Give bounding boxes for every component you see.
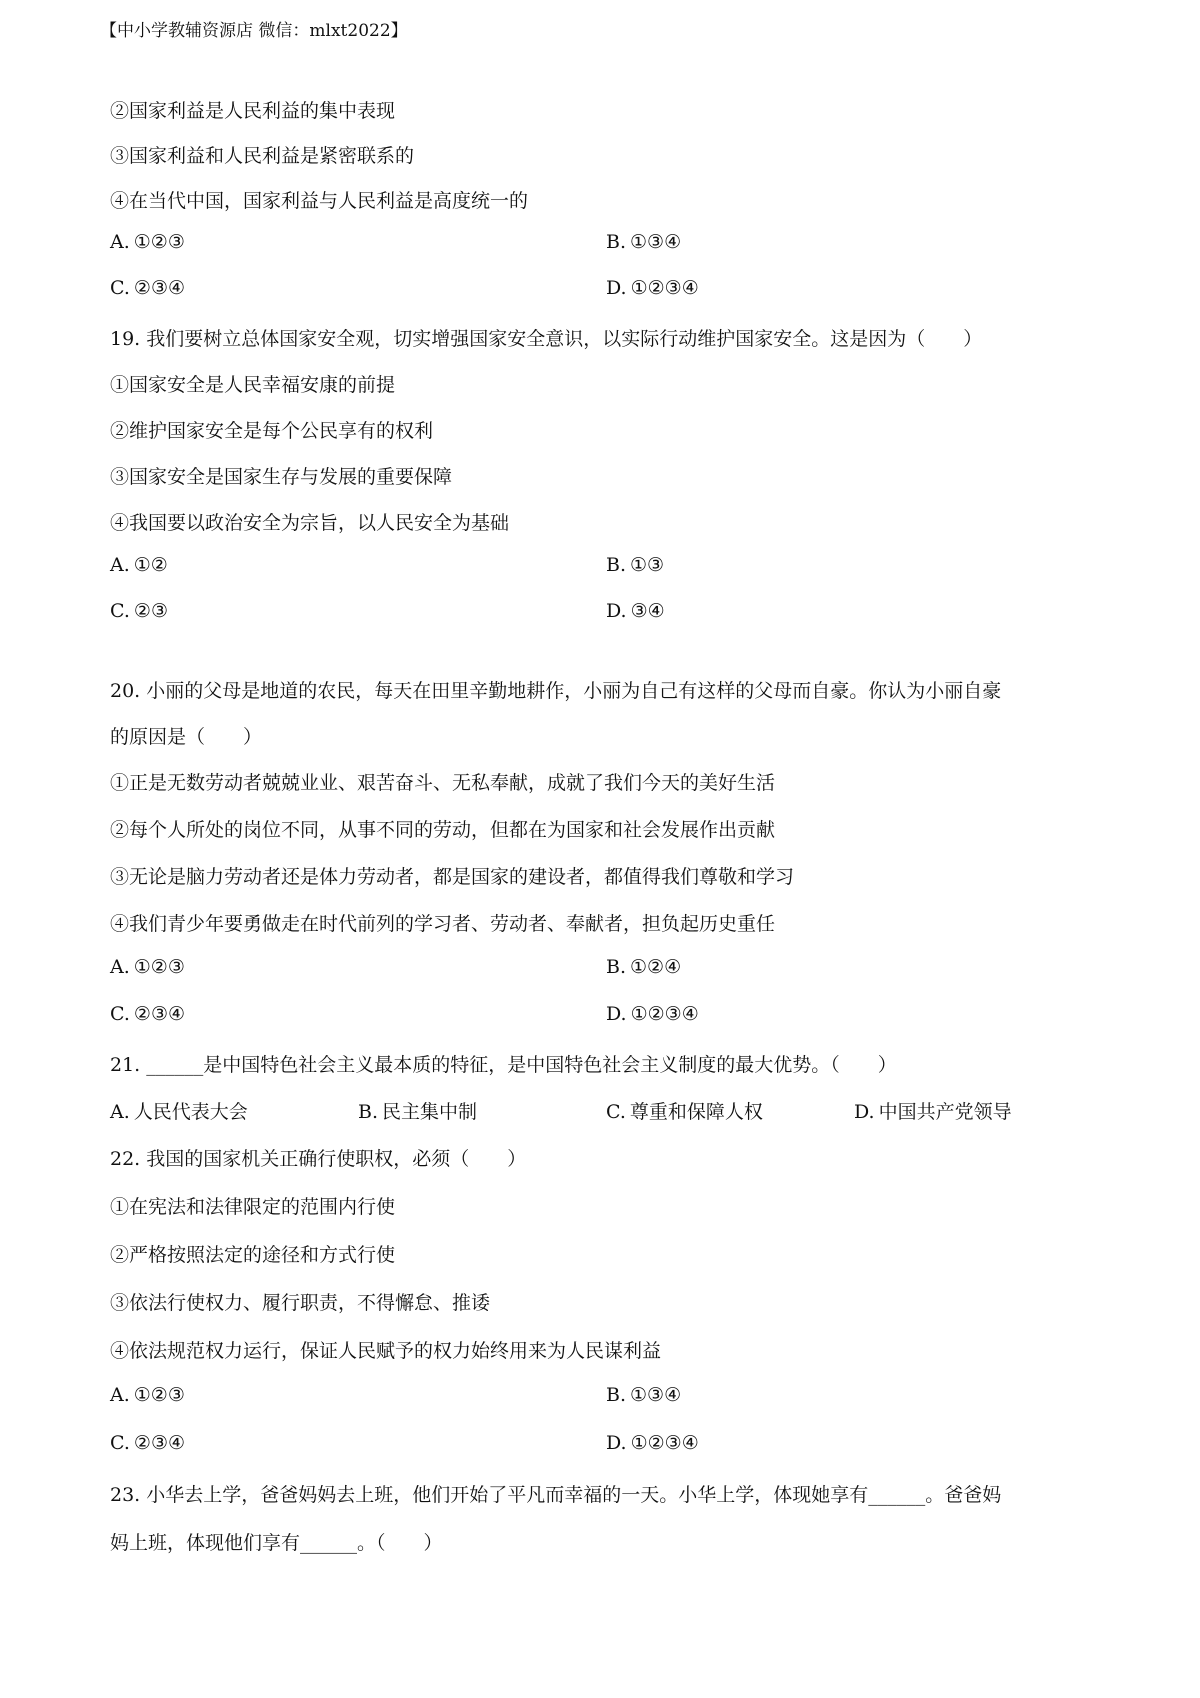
option-text: ①②③ — [133, 956, 185, 978]
q19-statement-2: ②维护国家安全是每个公民享有的权利 — [110, 420, 434, 442]
option-text: ②③④ — [133, 1003, 186, 1025]
q22-option-b — [606, 1384, 681, 1406]
q22-statement-2: ②严格按照法定的途径和方式行使 — [110, 1244, 396, 1266]
q20-statement-3: ③无论是脑力劳动者还是体力劳动者，都是国家的建设者，都值得我们尊敬和学习 — [110, 866, 795, 888]
option-letter: D. — [854, 1101, 875, 1123]
option-text: 人民代表大会 — [133, 1101, 248, 1123]
option-letter: B. — [606, 554, 627, 576]
q20-stem-line-2: 的原因是（ ） — [110, 726, 263, 748]
q19-option-a — [110, 554, 168, 576]
option-text: ②③ — [133, 600, 168, 622]
q23-stem-line-1: 23. 小华去上学，爸爸妈妈去上班，他们开始了平凡而幸福的一天。小华上学，体现她享有______。爸爸妈 — [110, 1484, 1002, 1506]
option-letter: C. — [110, 1003, 130, 1025]
q21-option-d — [854, 1097, 1012, 1124]
q19-statement-4: ④我国要以政治安全为宗旨，以人民安全为基础 — [110, 512, 510, 534]
q18-option-a — [110, 231, 185, 253]
q18-option-d — [606, 277, 699, 299]
option-text: ①②③④ — [630, 1432, 699, 1454]
option-text: ①②③ — [133, 231, 185, 253]
option-text: ②③④ — [133, 1432, 186, 1454]
q20-option-a — [110, 956, 185, 978]
option-text: ①② — [133, 554, 168, 576]
q20-stem-line-1: 20. 小丽的父母是地道的农民，每天在田里辛勤地耕作，小丽为自己有这样的父母而自豪。你认为小丽自豪 — [110, 680, 1002, 702]
q20-statement-2: ②每个人所处的岗位不同，从事不同的劳动，但都在为国家和社会发展作出贡献 — [110, 819, 776, 841]
q23-stem-line-2: 妈上班，体现他们享有______。（ ） — [110, 1532, 443, 1554]
option-letter: B. — [606, 956, 627, 978]
option-letter: D. — [606, 1003, 627, 1025]
option-text: ②③④ — [133, 277, 186, 299]
q19-statement-1: ①国家安全是人民幸福安康的前提 — [110, 374, 396, 396]
q20-statement-1: ①正是无数劳动者兢兢业业、艰苦奋斗、无私奉献，成就了我们今天的美好生活 — [110, 772, 776, 794]
q21-option-c — [606, 1097, 763, 1124]
q19-option-c — [110, 600, 168, 622]
q21-option-b — [358, 1097, 477, 1124]
q18-option-c — [110, 277, 185, 299]
q19-option-b — [606, 554, 664, 576]
q19-option-d — [606, 600, 665, 622]
option-letter: B. — [606, 231, 627, 253]
q18-statement-2: ②国家利益是人民利益的集中表现 — [110, 100, 396, 122]
option-text: 中国共产党领导 — [878, 1101, 1012, 1123]
option-letter: C. — [110, 277, 130, 299]
q22-stem: 22. 我国的国家机关正确行使职权，必须（ ） — [110, 1148, 527, 1170]
q22-option-c — [110, 1432, 185, 1454]
q21-option-a — [110, 1097, 248, 1124]
page-header-watermark: 【中小学教辅资源店 微信：mlxt2022】 — [100, 21, 408, 41]
option-letter: C. — [110, 600, 130, 622]
option-text: ①③ — [630, 554, 665, 576]
option-text: ③④ — [630, 600, 665, 622]
q22-statement-4: ④依法规范权力运行，保证人民赋予的权力始终用来为人民谋利益 — [110, 1340, 662, 1362]
q21-stem: 21. ______是中国特色社会主义最本质的特征，是中国特色社会主义制度的最大优势。（ ） — [110, 1054, 897, 1076]
option-text: ①②③④ — [630, 1003, 699, 1025]
q18-statement-3: ③国家利益和人民利益是紧密联系的 — [110, 145, 415, 167]
q19-stem: 19. 我们要树立总体国家安全观，切实增强国家安全意识，以实际行动维护国家安全。这是因为（ ） — [110, 328, 983, 350]
q22-statement-1: ①在宪法和法律限定的范围内行使 — [110, 1196, 396, 1218]
option-letter: D. — [606, 277, 627, 299]
q20-option-c — [110, 1003, 185, 1025]
option-letter: D. — [606, 1432, 627, 1454]
option-letter: A. — [110, 554, 130, 576]
q18-statement-4: ④在当代中国，国家利益与人民利益是高度统一的 — [110, 190, 529, 212]
option-letter: B. — [606, 1384, 627, 1406]
q22-statement-3: ③依法行使权力、履行职责，不得懈怠、推诿 — [110, 1292, 491, 1314]
option-text: 民主集中制 — [382, 1101, 478, 1123]
option-letter: A. — [110, 1101, 130, 1123]
q20-option-b — [606, 956, 681, 978]
option-letter: A. — [110, 231, 130, 253]
option-letter: C. — [110, 1432, 130, 1454]
q19-statement-3: ③国家安全是国家生存与发展的重要保障 — [110, 466, 453, 488]
option-text: ①③④ — [630, 1384, 682, 1406]
option-text: 尊重和保障人权 — [629, 1101, 763, 1123]
q18-option-b — [606, 231, 681, 253]
option-letter: A. — [110, 956, 130, 978]
q20-statement-4: ④我们青少年要勇做走在时代前列的学习者、劳动者、奉献者，担负起历史重任 — [110, 913, 776, 935]
option-letter: B. — [358, 1101, 379, 1123]
q22-option-a — [110, 1384, 185, 1406]
option-letter: C. — [606, 1101, 626, 1123]
option-letter: A. — [110, 1384, 130, 1406]
option-text: ①③④ — [630, 231, 682, 253]
q22-option-d — [606, 1432, 699, 1454]
option-text: ①②③④ — [630, 277, 699, 299]
option-letter: D. — [606, 600, 627, 622]
q20-option-d — [606, 1003, 699, 1025]
option-text: ①②③ — [133, 1384, 185, 1406]
option-text: ①②④ — [630, 956, 682, 978]
